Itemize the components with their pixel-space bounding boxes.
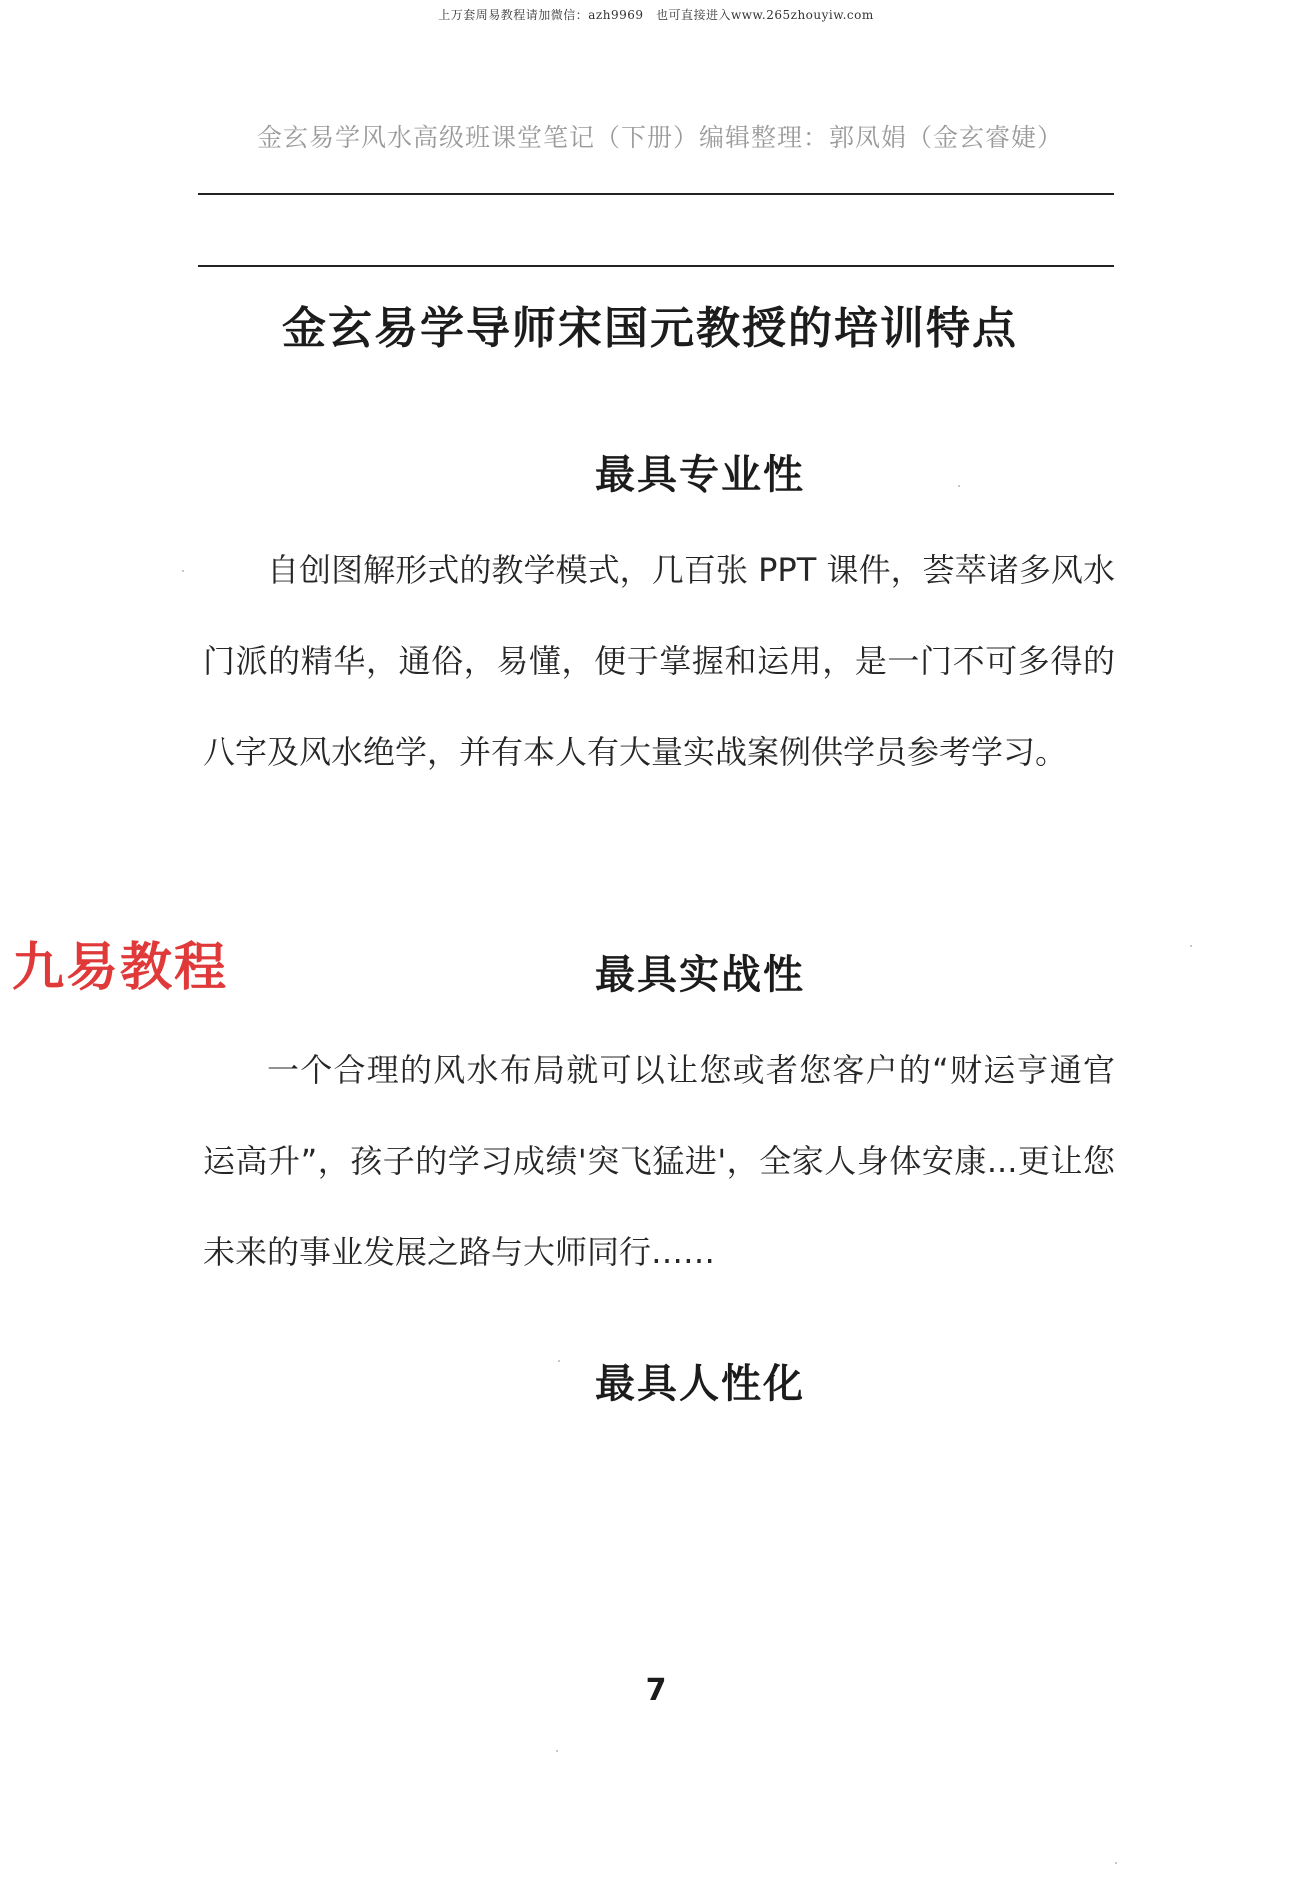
running-header: 金玄易学风水高级班课堂笔记（下册）编辑整理：郭凤娟（金玄睿婕） — [256, 123, 1063, 152]
section-body-professional: 自创图解形式的教学模式，几百张 PPT 课件，荟萃诸多风水门派的精华，通俗，易懂，便于掌握和运用，是一门不可多得的八字及风水绝学，并有本人有大量实战案例供学员参考学习。 — [203, 551, 1115, 771]
scan-speck — [182, 570, 184, 572]
scan-speck — [558, 1360, 560, 1362]
section-heading-professional: 最具专业性 — [595, 452, 805, 498]
section-body-practical: 一个合理的风水布局就可以让您或者您客户的“财运亨通官运高升”，孩子的学习成绩'突飞猛进'，全家人身体安康...更让您未来的事业发展之路与大师同行…… — [203, 1051, 1115, 1271]
scan-speck — [1115, 1862, 1117, 1864]
page-number: 7 — [645, 1673, 667, 1708]
scan-speck — [1190, 945, 1192, 947]
header-rule-top — [198, 193, 1114, 195]
top-banner-notice: 上万套周易教程请加微信：azh9969 也可直接进入www.265zhouyiw.com — [438, 8, 874, 22]
scan-speck — [556, 1750, 558, 1752]
section-heading-practical: 最具实战性 — [595, 952, 805, 998]
section-heading-humanized: 最具人性化 — [595, 1361, 805, 1407]
watermark-stamp: 九易教程 — [12, 938, 229, 998]
page-title: 金玄易学导师宋国元教授的培训特点 — [282, 303, 1018, 354]
header-rule-bottom — [198, 265, 1114, 267]
scan-speck — [958, 485, 960, 487]
